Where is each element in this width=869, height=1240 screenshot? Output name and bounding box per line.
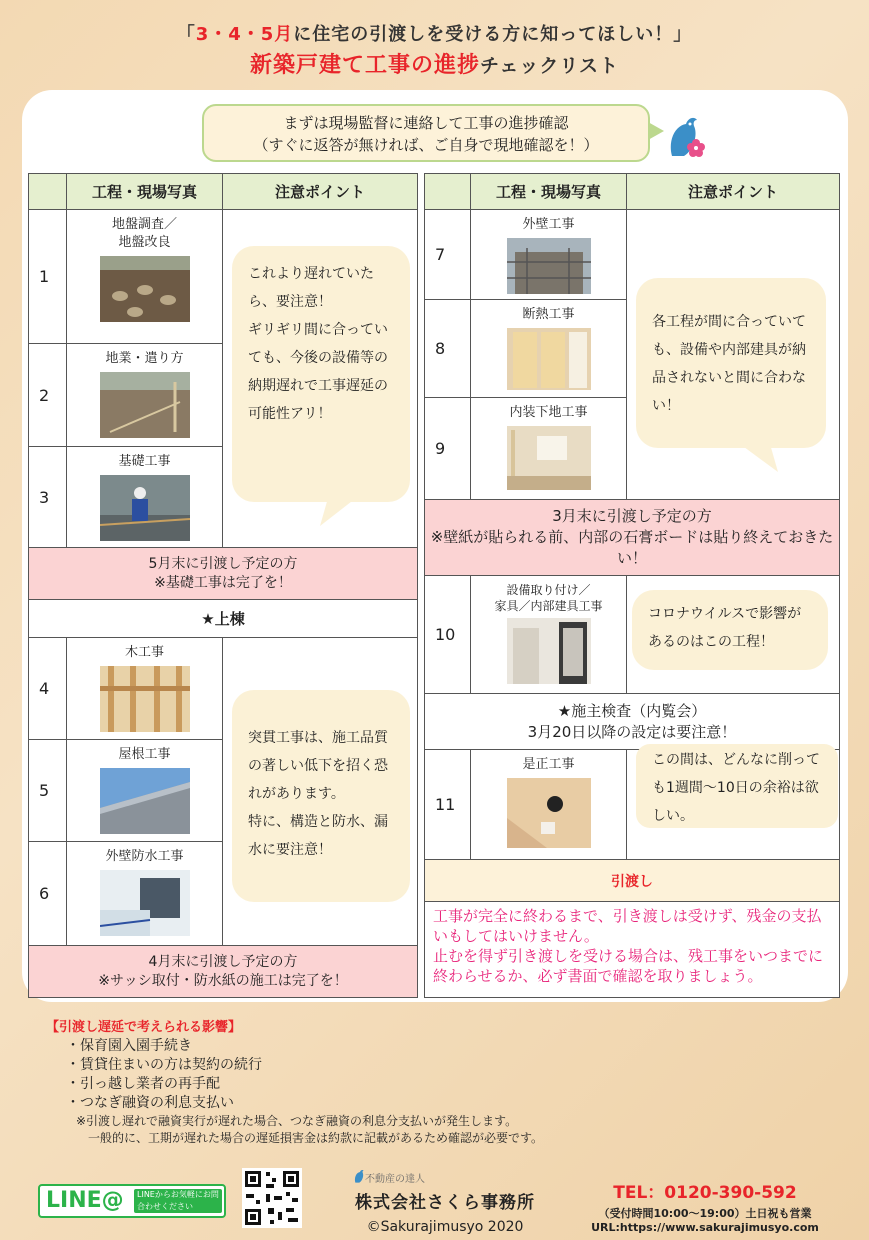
note-callout-4: コロナウイルスで影響があるのはこの工程！	[632, 590, 828, 670]
handover-text-2: 止むを得ず引き渡しを受ける場合は、残工事をいつまでに終わらせるか、必ず書面で確認を取りましょう。	[433, 947, 824, 985]
effects-item: ・引っ越し業者の再手配	[66, 1076, 220, 1092]
step-cell	[471, 576, 627, 694]
header-blank	[425, 174, 471, 210]
step-number: 5	[29, 740, 67, 842]
step-cell	[67, 842, 223, 946]
handover-text-1: 工事が完全に終わるまで、引き渡しは受けず、残金の支払いもしてはいけません。	[433, 907, 822, 945]
title-prefix: 「	[176, 24, 196, 45]
step-number: 4	[29, 638, 67, 740]
callout-tail-1	[318, 498, 358, 528]
delay-effects-section	[46, 1018, 666, 1147]
jotou-row: ★上棟	[29, 600, 418, 638]
april-handover-line2: ※サッシ取付・防水紙の施工は完了を！	[98, 972, 348, 989]
title-checklist: チェックリスト	[479, 55, 620, 77]
header-process: 工程・現場写真	[67, 174, 223, 210]
title-suffix: に住宅の引渡しを受ける方に知ってほしい！」	[293, 24, 693, 45]
step-number: 3	[29, 447, 67, 548]
company-tagline: 不動産の達人	[365, 1174, 425, 1185]
step-label: 屋根工事	[118, 747, 171, 762]
title-main: 新築戸建て工事の進捗	[249, 53, 480, 78]
note-callout-3: 各工程が間に合っていても、設備や内部建具が納品されないと間に合わない！	[636, 278, 826, 448]
step-label: 設備取り付け／ 家具／内部建具工事	[494, 583, 603, 613]
header-process: 工程・現場写真	[471, 174, 627, 210]
foundation-work-photo	[100, 475, 190, 541]
step-cell	[67, 638, 223, 740]
effects-heading: 【引渡し遅延で考えられる影響】	[46, 1020, 242, 1035]
title-months: 3・4・5月	[195, 24, 294, 45]
step-number: 6	[29, 842, 67, 946]
intro-bubble	[202, 104, 650, 162]
ground-survey-photo	[100, 256, 190, 322]
step-cell	[471, 398, 627, 500]
step-cell	[67, 210, 223, 344]
intro-line1: まずは現場監督に連絡して工事の進捗確認	[283, 114, 569, 132]
step-number: 7	[425, 210, 471, 300]
note-callout-2: 突貫工事は、施工品質の著しい低下を招く恐れがあります。 特に、構造と防水、漏水に要注意！	[232, 690, 410, 902]
step-label: 基礎工事	[118, 454, 171, 469]
bird-logo-icon	[664, 112, 708, 160]
qr-code-icon[interactable]	[242, 1168, 302, 1228]
roof-work-photo	[100, 768, 190, 834]
april-handover-line1: 4月末に引渡し予定の方	[148, 953, 298, 970]
step-label: 木工事	[124, 645, 164, 660]
step-label: 外壁工事	[522, 217, 575, 232]
april-handover-row	[29, 946, 418, 998]
effects-item: ・保育園入園手続き	[66, 1038, 192, 1054]
effects-item: ・つなぎ融資の利息支払い	[66, 1095, 234, 1111]
header-point: 注意ポイント	[223, 174, 418, 210]
page-title-line1	[0, 20, 869, 46]
step-number: 1	[29, 210, 67, 344]
step-cell	[67, 740, 223, 842]
step-number: 2	[29, 344, 67, 447]
website-url[interactable]: URL:https://www.sakurajimusyo.com	[591, 1221, 819, 1234]
handover-title: 引渡し	[425, 860, 840, 902]
foundation-prep-photo	[100, 372, 190, 438]
copyright: ©Sakurajimusyo 2020	[366, 1219, 524, 1235]
business-hours: （受付時間10:00〜19:00）土日祝も営業	[598, 1207, 812, 1220]
march-handover-line2: ※壁紙が貼られる前、内部の石膏ボードは貼り終えておきたい！	[430, 528, 834, 567]
inspection-line1: ★施主検査（内覧会）	[557, 701, 707, 720]
contact-info	[560, 1178, 850, 1234]
line-logo: LINE@	[46, 1188, 124, 1213]
insulation-photo	[507, 328, 591, 390]
waterproofing-photo	[100, 870, 190, 936]
step-number: 8	[425, 300, 471, 398]
company-info	[345, 1170, 545, 1235]
step-cell	[67, 344, 223, 447]
callout-tail-3	[740, 444, 780, 474]
company-bird-icon	[352, 1168, 368, 1184]
step-label: 地業・遣り方	[105, 351, 184, 366]
step-label: 地盤調査／ 地盤改良	[111, 217, 177, 250]
step-cell	[471, 210, 627, 300]
exterior-wall-photo	[507, 238, 591, 294]
company-name: 株式会社さくら事務所	[355, 1193, 535, 1213]
intro-line2: （すぐに返答が無ければ、ご自身で現地確認を！）	[253, 136, 599, 154]
effects-note-1: ※引渡し遅れで融資実行が遅れた場合、つなぎ融資の利息分支払いが発生します。	[76, 1114, 518, 1128]
step-number: 11	[425, 750, 471, 860]
correction-work-photo	[507, 778, 591, 848]
note-callout-5: この間は、どんなに削っても1週間〜10日の余裕は欲しい。	[636, 744, 838, 828]
interior-base-photo	[507, 426, 591, 490]
line-subtext: LINEからお気軽にお問合わせください	[134, 1189, 222, 1213]
timber-work-photo	[100, 666, 190, 732]
step-number: 10	[425, 576, 471, 694]
phone-number[interactable]: TEL：0120-390-592	[613, 1183, 797, 1203]
march-handover-line1: 3月末に引渡し予定の方	[552, 507, 712, 525]
header-point: 注意ポイント	[627, 174, 840, 210]
note-callout-1: これより遅れていたら、要注意！ ギリギリ間に合っていても、今後の設備等の納期遅れで工事遅延の可能性アリ！	[232, 246, 410, 502]
step-cell	[67, 447, 223, 548]
step-label: 断熱工事	[522, 307, 575, 322]
page-title-line2	[0, 48, 869, 79]
step-label: 外壁防水工事	[105, 849, 184, 864]
inspection-row	[425, 694, 840, 750]
step-cell	[471, 300, 627, 398]
step-label: 内装下地工事	[509, 405, 588, 420]
effects-note-2: 一般的に、工期が遅れた場合の遅延損害金は約款に記載があるため確認が必要です。	[76, 1131, 544, 1145]
step-cell	[471, 750, 627, 860]
step-number: 9	[425, 398, 471, 500]
fixtures-photo	[507, 618, 591, 684]
may-handover-line1: 5月末に引渡し予定の方	[148, 555, 298, 572]
line-contact-button[interactable]	[38, 1184, 226, 1218]
step-label: 是正工事	[522, 757, 575, 772]
header-blank	[29, 174, 67, 210]
effects-item: ・賃貸住まいの方は契約の続行	[66, 1057, 262, 1073]
handover-text-cell	[425, 902, 840, 998]
inspection-line2: 3月20日以降の設定は要注意！	[527, 722, 737, 741]
may-handover-row	[29, 548, 418, 600]
may-handover-line2: ※基礎工事は完了を！	[154, 574, 292, 591]
march-handover-row	[425, 500, 840, 576]
